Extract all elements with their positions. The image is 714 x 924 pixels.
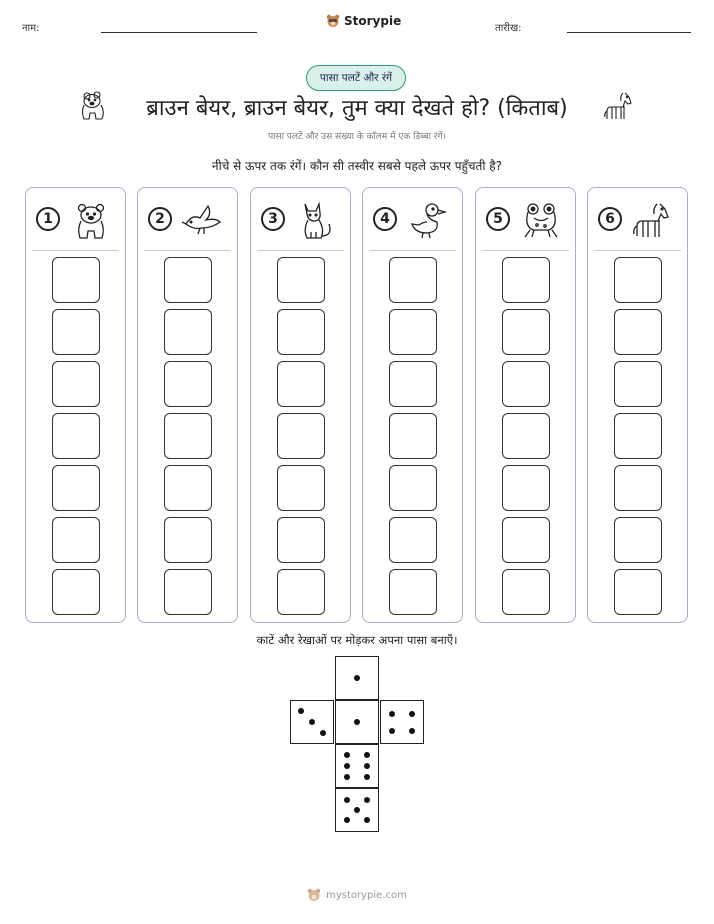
color-box[interactable] [389, 465, 437, 511]
color-box[interactable] [164, 517, 212, 563]
color-box[interactable] [164, 569, 212, 615]
frog-icon [520, 200, 562, 240]
column-6 [587, 187, 688, 623]
column-number: 3 [261, 207, 285, 231]
column-number: 2 [148, 207, 172, 231]
color-box[interactable] [277, 569, 325, 615]
column-divider [594, 250, 681, 251]
date-line[interactable] [567, 32, 691, 33]
footer [0, 888, 714, 902]
column-divider [32, 250, 119, 251]
color-box[interactable] [277, 361, 325, 407]
bear-logo-icon [326, 14, 340, 28]
die-face-4 [380, 700, 424, 744]
page-title: ब्राउन बेयर, ब्राउन बेयर, तुम क्या देखते हो? (किताब) [146, 96, 568, 121]
color-box[interactable] [164, 309, 212, 355]
color-box[interactable] [502, 257, 550, 303]
cut-instruction: काटें और रेखाओं पर मोड़कर अपना पासा बनाएँ। [256, 633, 458, 647]
color-box[interactable] [52, 569, 100, 615]
die-face-1b [335, 700, 379, 744]
bear-icon [70, 200, 112, 240]
color-box[interactable] [502, 413, 550, 459]
color-box[interactable] [389, 569, 437, 615]
color-box[interactable] [52, 517, 100, 563]
column-number: 4 [373, 207, 397, 231]
die-face-1 [335, 656, 379, 700]
name-label: नाम: [22, 23, 40, 34]
color-box[interactable] [614, 465, 662, 511]
color-box[interactable] [52, 361, 100, 407]
column-number: 5 [486, 207, 510, 231]
column-3 [250, 187, 351, 623]
die-face-6 [335, 744, 379, 788]
bear-logo-icon [307, 888, 321, 902]
color-box[interactable] [614, 361, 662, 407]
column-divider [369, 250, 456, 251]
color-box[interactable] [389, 413, 437, 459]
color-box[interactable] [52, 257, 100, 303]
subtitle: पासा पलटें और उस संख्या के कॉलम में एक डिब्बा रंगें। [268, 132, 446, 142]
instruction: नीचे से ऊपर तक रंगें। कौन सी तस्वीर सबसे पहले ऊपर पहुँचती है? [211, 159, 503, 173]
column-1 [25, 187, 126, 623]
column-5 [475, 187, 576, 623]
column-2 [137, 187, 238, 623]
color-box[interactable] [164, 257, 212, 303]
die-face-5 [335, 788, 379, 832]
column-4 [362, 187, 463, 623]
name-line[interactable] [101, 32, 257, 33]
column-number: 6 [598, 207, 622, 231]
column-divider [257, 250, 344, 251]
column-divider [144, 250, 231, 251]
color-box[interactable] [502, 361, 550, 407]
color-box[interactable] [52, 465, 100, 511]
color-box[interactable] [389, 361, 437, 407]
color-box[interactable] [614, 309, 662, 355]
color-box[interactable] [277, 517, 325, 563]
bear-icon [76, 90, 110, 122]
color-box[interactable] [164, 413, 212, 459]
color-box[interactable] [614, 569, 662, 615]
footer-url[interactable]: mystorypie.com [326, 889, 407, 901]
horse-icon [603, 89, 637, 123]
bird-icon [182, 200, 224, 240]
color-box[interactable] [614, 413, 662, 459]
dice-net[interactable] [290, 656, 426, 836]
brand-logo [326, 14, 401, 28]
color-box[interactable] [164, 361, 212, 407]
horse-icon [632, 200, 674, 240]
cat-icon [295, 200, 337, 240]
activity-tag: पासा पलटें और रंगें [306, 65, 406, 91]
color-box[interactable] [52, 309, 100, 355]
color-box[interactable] [502, 517, 550, 563]
color-box[interactable] [277, 309, 325, 355]
color-box[interactable] [502, 465, 550, 511]
color-box[interactable] [502, 309, 550, 355]
color-box[interactable] [277, 465, 325, 511]
duck-icon [407, 200, 449, 240]
color-box[interactable] [614, 257, 662, 303]
column-number: 1 [36, 207, 60, 231]
color-box[interactable] [502, 569, 550, 615]
color-box[interactable] [614, 517, 662, 563]
color-box[interactable] [277, 257, 325, 303]
column-divider [482, 250, 569, 251]
color-box[interactable] [389, 257, 437, 303]
color-box[interactable] [389, 517, 437, 563]
brand-name: Storypie [344, 14, 402, 28]
color-box[interactable] [389, 309, 437, 355]
color-box[interactable] [164, 465, 212, 511]
die-face-3 [290, 700, 334, 744]
date-label: तारीख: [495, 23, 522, 34]
color-box[interactable] [277, 413, 325, 459]
color-box[interactable] [52, 413, 100, 459]
